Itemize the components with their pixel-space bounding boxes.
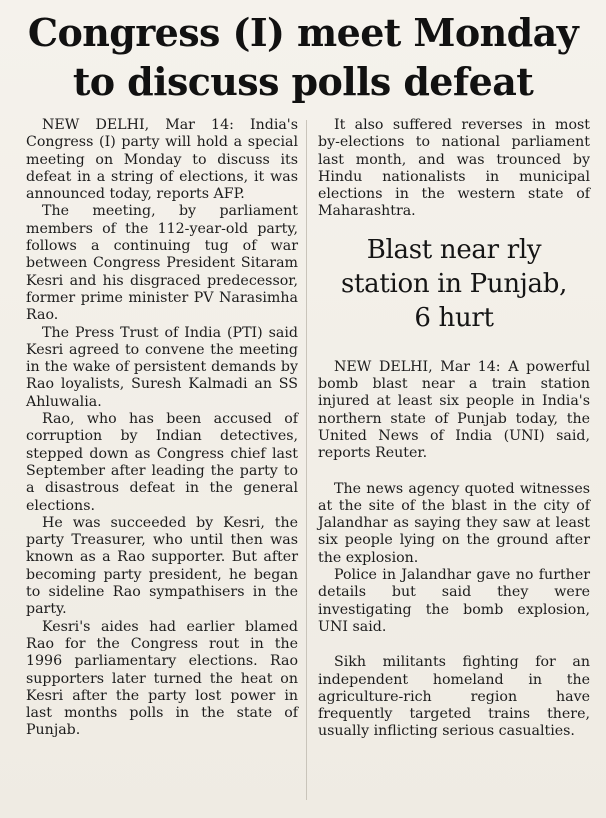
story-1-paragraph-4: Rao, who has been accused of corruption by Indian detectives, stepped down as Congress chief last September after leading the party to a disastrous defeat in the general elections. [26,411,298,514]
story-1-paragraph-6: Kesri's aides had earlier blamed Rao for the Congress rout in the 1996 parliamentary elections. Rao supporters later turned the heat on Kesri after the party lost power in last months polls in the state of Punjab. [26,618,298,739]
main-headline-line-2: to discuss polls defeat [72,59,534,104]
story-1-paragraph-7: It also suffered reverses in most by-elections to national parliament last month, and was trounced by Hindu nationalists in municipal elections in the western state of Maharashtra. [318,117,590,220]
story-2-paragraph-2: The news agency quoted witnesses at the site of the blast in the city of Jalandhar as saying they saw at least six people lying on the ground after the explosion. [318,480,590,566]
main-headline-line-1: Congress (I) meet Monday [27,10,579,55]
paragraph-gap [318,463,590,481]
sub-headline-line-3: 6 hurt [414,302,494,333]
story-2-paragraph-3: Police in Jalandhar gave no further details but said they were investigating the bomb explosion, UNI said. [318,567,590,635]
story-1-paragraph-1: NEW DELHI, Mar 14: India's Congress (I) party will hold a special meeting on Monday to discuss its defeat in a string of elections, it was announced today, reports AFP. [26,117,298,203]
story-2-paragraph-1: NEW DELHI, Mar 14: A powerful bomb blast near a train station injured at least six people in India's northern state of Punjab today, the United News of India (UNI) said, reports Reuter. [318,358,590,462]
main-headline [8,8,598,106]
story-1-paragraph-5: He was succeeded by Kesri, the party Treasurer, who until then was known as a Rao supporter. But after becoming party president, he began to sideline Rao sympathisers in the party. [26,514,298,618]
story-1-column-left [26,117,298,740]
story-1-paragraph-2: The meeting, by parliament members of the 112-year-old party, follows a continuing tug of war between Congress President Sitaram Kesri and his disgraced predecessor, former prime minister PV Narasimha Rao. [26,203,298,324]
sub-headline-line-2: station in Punjab, [340,268,568,299]
sub-headline [314,233,594,335]
story-column-right [318,117,590,741]
sub-headline-line-1: Blast near rly [366,234,542,265]
column-divider [306,120,307,800]
story-1-paragraph-3: The Press Trust of India (PTI) said Kesri agreed to convene the meeting in the wake of persistent demands by Rao loyalists, Suresh Kalmadi an SS Ahluwalia. [26,324,298,410]
paragraph-gap [318,636,590,654]
story-2-paragraph-4: Sikh militants fighting for an independent homeland in the agriculture-rich region have frequently targeted trains there, usually inflicting serious casualties. [318,654,590,740]
